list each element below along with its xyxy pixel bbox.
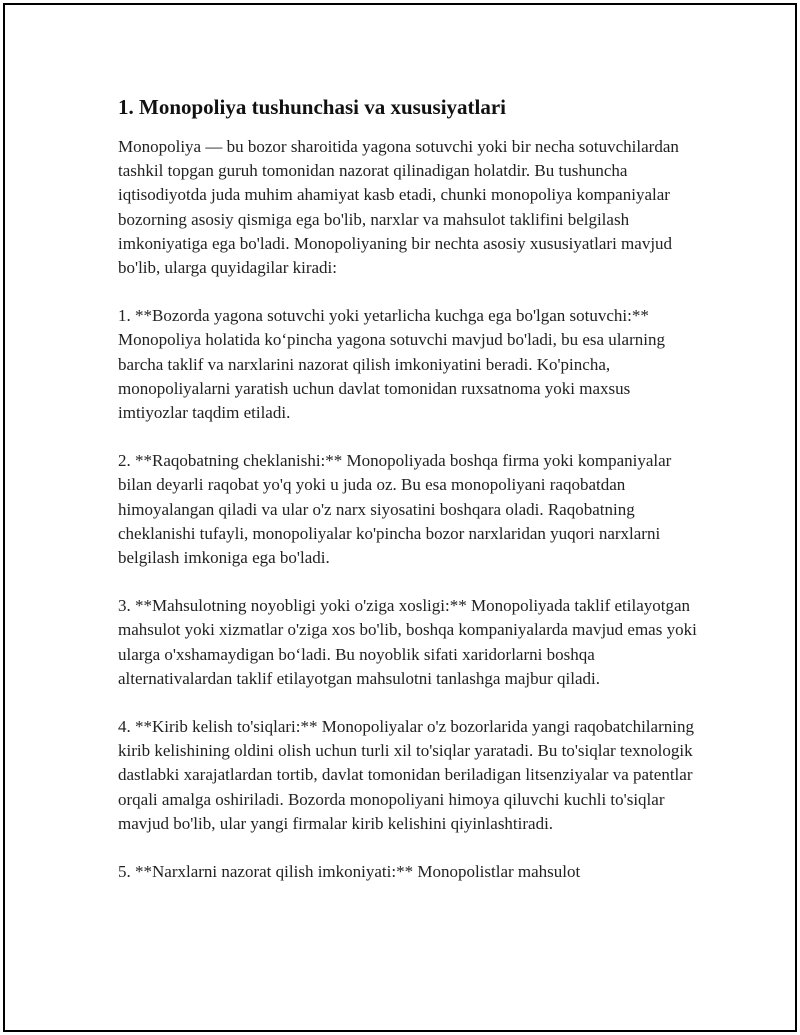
list-item-3-paragraph: 3. **Mahsulotning noyobligi yoki o'ziga xosligi:** Monopoliyada taklif etilayotgan mahsulot yoki xizmatlar o'ziga xos bo'lib, boshqa kompaniyalarda mavjud emas yoki ularga o'xshamaydigan boʻladi. Bu noyoblik sifati xaridorlarni boshqa alternativalardan taklif etilayotgan mahsulotni tanlashga majbur qiladi. <box>118 596 697 688</box>
list-item-2-paragraph: 2. **Raqobatning cheklanishi:** Monopoliyada boshqa firma yoki kompaniyalar bilan deyarli raqobat yo'q yoki u juda oz. Bu esa monopoliyani raqobatdan himoyalangan qiladi va ular o'z narx siyosatini boshqara oladi. Raqobatning cheklanishi tufayli, monopoliyalar ko'pincha bozor narxlaridan yuqori narxlarni belgilash imkoniga ega bo'ladi. <box>118 451 672 568</box>
intro-paragraph: Monopoliya — bu bozor sharoitida yagona sotuvchi yoki bir necha sotuvchilardan tashkil topgan guruh tomonidan nazorat qilinadigan holatdir. Bu tushuncha iqtisodiyotda juda muhim ahamiyat kasb etadi, chunki monopoliya kompaniyalar bozorning asosiy qismiga ega bo'lib, narxlar va mahsulot taklifini belgilash imkoniyatiga ega bo'ladi. Monopoliyaning bir nechta asosiy xususiyatlari mavjud bo'lib, ularga quyidagilar kiradi: <box>118 137 679 278</box>
list-item-4-paragraph: 4. **Kirib kelish to'siqlari:** Monopoliyalar o'z bozorlarida yangi raqobatchilarning kirib kelishining oldini olish uchun turli xil to'siqlar yaratadi. Bu to'siqlar texnologik dastlabki xarajatlardan tortib, davlat tomonidan beriladigan litsenziyalar va patentlar orqali amalga oshiriladi. Bozorda monopoliyani himoya qiluvchi kuchli to'siqlar mavjud bo'lib, ular yangi firmalar kirib kelishini qiyinlashtiradi. <box>118 717 694 833</box>
list-item-5-paragraph: 5. **Narxlarni nazorat qilish imkoniyati:** Monopolistlar mahsulot <box>118 862 581 882</box>
document-body <box>118 93 698 884</box>
list-item-1-paragraph: 1. **Bozorda yagona sotuvchi yoki yetarlicha kuchga ega bo'lgan sotuvchi:** Monopoliya holatida koʻpincha yagona sotuvchi mavjud bo'ladi, bu esa ularning barcha taklif va narxlarini nazorat qilish imkoniyatini beradi. Ko'pincha, monopoliyalarni yaratish uchun davlat tomonidan ruxsatnoma yoki maxsus imtiyozlar taqdim etiladi. <box>118 306 665 423</box>
section-heading: 1. Monopoliya tushunchasi va xususiyatlari <box>118 95 507 119</box>
